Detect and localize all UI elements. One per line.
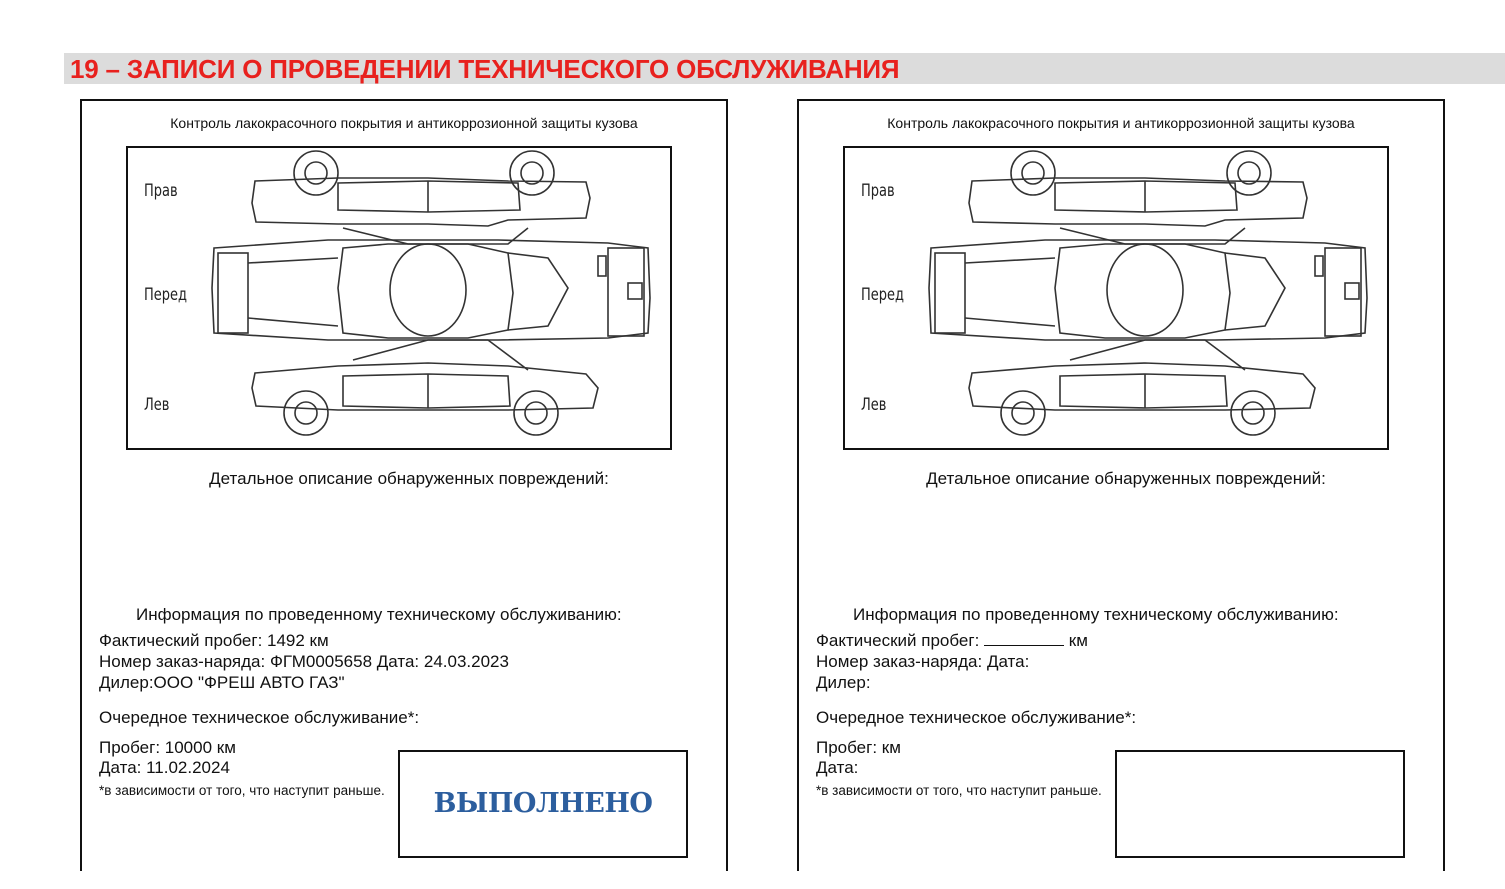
car-body-diagram [843, 146, 1389, 450]
stamp-box [1115, 750, 1405, 858]
service-info-title: Информация по проведенному техническому обслуживанию: [853, 605, 1339, 624]
actual-mileage [816, 631, 1088, 651]
page-title: 19 – ЗАПИСИ О ПРОВЕДЕНИИ ТЕХНИЧЕСКОГО ОБСЛУЖИВАНИЯ [70, 54, 900, 84]
next-service-title: Очередное техническое обслуживание*: [816, 708, 1137, 727]
next-service-title: Очередное техническое обслуживание*: [99, 708, 420, 727]
label-left-side: Лев [144, 395, 170, 415]
label-left-side: Лев [861, 395, 887, 415]
paint-control-caption: Контроль лакокрасочного покрытия и антикоррозионной защиты кузова [887, 115, 1355, 131]
stamp-box [398, 750, 688, 858]
order-number: Номер заказ-наряда: Дата: [816, 652, 1030, 671]
car-outline-icon [845, 148, 1387, 448]
car-right-side-icon [252, 151, 590, 244]
dealer: Дилер:ООО "ФРЕШ АВТО ГАЗ" [99, 673, 345, 692]
label-right-side: Прав [144, 181, 178, 201]
car-right-side-icon [969, 151, 1307, 244]
car-body-diagram [126, 146, 672, 450]
next-service-date: Дата: [816, 758, 859, 777]
label-front: Перед [144, 285, 188, 305]
car-left-side-icon [252, 340, 598, 435]
label-front: Перед [861, 285, 905, 305]
car-top-view-icon [212, 240, 650, 340]
paint-control-caption: Контроль лакокрасочного покрытия и антикоррозионной защиты кузова [170, 115, 638, 131]
order-number: Номер заказ-наряда: ФГМ0005658 Дата: 24.03.2023 [99, 652, 509, 671]
actual-mileage-label: Фактический пробег: [816, 631, 980, 650]
mileage-unit: км [1068, 631, 1088, 650]
actual-mileage: Фактический пробег: 1492 км [99, 631, 329, 650]
completed-stamp: ВЫПОЛНЕНО [433, 788, 653, 819]
next-service-mileage: Пробег: 10000 км [99, 738, 236, 757]
label-right-side: Прав [861, 181, 895, 201]
next-service-date: Дата: 11.02.2024 [99, 758, 230, 777]
next-service-mileage: Пробег: км [816, 738, 901, 757]
dealer: Дилер: [816, 673, 871, 692]
car-top-view-icon [929, 240, 1367, 340]
footnote: *в зависимости от того, что наступит раньше. [99, 783, 385, 798]
service-record-card-2 [797, 99, 1445, 871]
damage-description-title: Детальное описание обнаруженных повреждений: [926, 469, 1326, 488]
service-record-card-1 [80, 99, 728, 871]
damage-description-title: Детальное описание обнаруженных повреждений: [209, 469, 609, 488]
footnote: *в зависимости от того, что наступит раньше. [816, 783, 1102, 798]
car-left-side-icon [969, 340, 1315, 435]
mileage-blank-field[interactable] [984, 631, 1064, 646]
car-outline-icon [128, 148, 670, 448]
service-info-title: Информация по проведенному техническому обслуживанию: [136, 605, 622, 624]
